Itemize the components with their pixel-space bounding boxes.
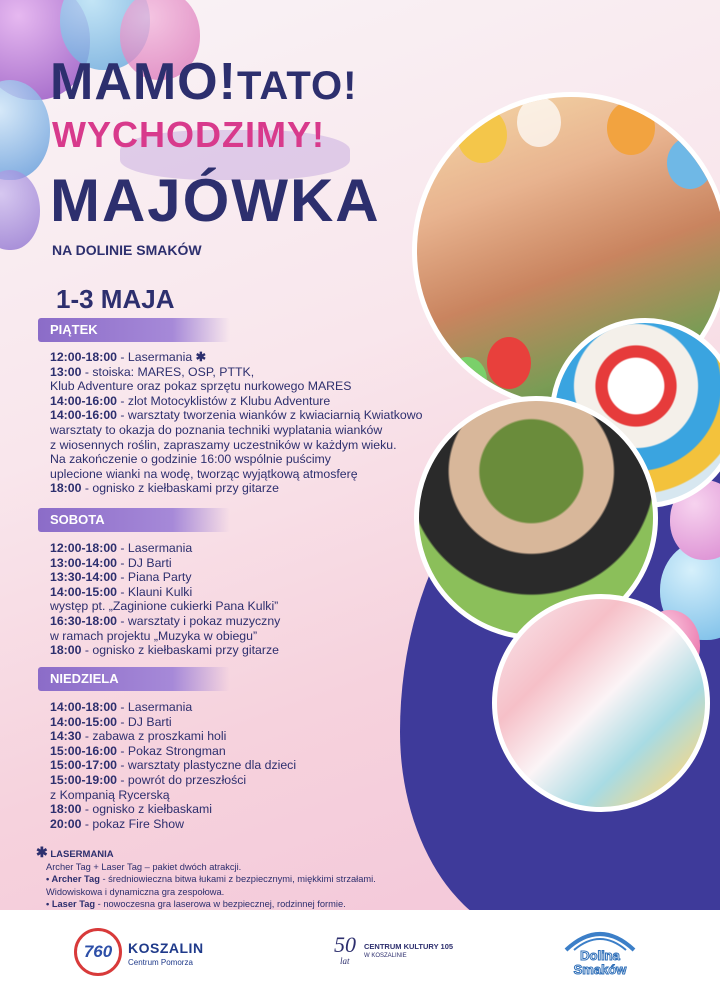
schedule-item: 15:00-16:00 - Pokaz Strongman [50,743,226,758]
balloon-decoration [447,357,487,403]
event-dates: 1-3 MAJA [56,284,175,314]
schedule-item: 18:00 - ognisko z kiełbaskami [50,802,212,817]
schedule-item: Na zakończenie o godzinie 16:00 wspólnie puścimy [50,452,331,467]
schedule-item: 14:00-18:00 - Lasermania [50,700,193,714]
koszalin-emblem-icon [74,928,122,976]
schedule-item: 14:30 - zabawa z proszkami holi [50,729,227,744]
notes-line: • Archer Tag - średniowieczna bitwa łukami z bezpiecznymi, miękkimi strzałami. [46,874,376,885]
schedule-saturday [50,541,280,658]
schedule-item: warsztaty to okazja do poznania techniki wyplatania wianków [50,422,383,437]
koszalin-number: 760 [83,942,113,961]
ck-lat: lat [340,956,350,966]
schedule-item: 18:00 - ognisko z kiełbaskami przy gitarze [50,481,279,496]
schedule-item: 15:00-17:00 - warsztaty plastyczne dla dzieci [50,758,297,773]
ck-sub: W KOSZALINIE [364,953,407,959]
schedule-item: 14:00-16:00 - zlot Motocyklistów z Klubu Adventure [50,393,331,408]
day-label-saturday: SOBOTA [38,508,230,532]
balloon-decoration [457,107,507,163]
dolina-line1: Dolina [580,948,620,963]
balloon-decoration [607,101,655,155]
asterisk-icon: ✱ [195,350,206,364]
koszalin-sub: Centrum Pomorza [128,958,193,967]
notes-title-row [36,846,376,861]
day-label-sunday: NIEDZIELA [38,667,230,691]
schedule-item: z Kompanią Rycerską [50,787,170,802]
koszalin-name: KOSZALIN [128,940,204,956]
schedule-friday [50,350,422,496]
schedule-item: 13:30-14:00 - Piana Party [50,570,192,585]
asterisk-icon: ✱ [36,844,48,860]
origami-photo [492,594,710,812]
dolina-smakow-logo [562,922,638,982]
schedule-item: 15:00-19:00 - powrót do przeszłości [50,772,247,787]
ck-name: CENTRUM KULTURY 105 [364,942,454,951]
schedule-item: 14:00-15:00 - DJ Barti [50,714,172,729]
balloon-decoration [487,337,531,389]
balloon-decoration [517,97,561,147]
headline-mamo-tato [50,53,358,112]
schedule-item: w ramach projektu „Muzyka w obiegu” [50,628,258,643]
footer [0,910,720,994]
day-label-friday: PIĄTEK [38,318,230,342]
headline-wychodzimy: WYCHODZIMY! [52,114,325,155]
schedule-item: 12:00-18:00 - Lasermania [50,541,193,555]
schedule-item: z wiosennych roślin, zapraszamy uczestników w każdym wieku. [50,437,397,452]
lasermania-notes [36,846,376,910]
balloon-decoration [0,170,40,250]
dolina-line2: Smaków [573,962,627,977]
schedule-item: Klub Adventure oraz pokaz sprzętu nurkowego MARES [50,379,352,394]
headline-mamo: MAMO! [50,53,237,111]
subheadline-location: NA DOLINIE SMAKÓW [52,242,202,258]
schedule-item: 14:00-16:00 - warsztaty tworzenia wianków z kwiaciarnią Kwiatkowo [50,408,423,423]
notes-line: • Laser Tag - nowoczesna gra laserowa w bezpiecznej, rodzinnej formie. [46,898,346,909]
schedule-item: uplecione wianki na wodę, tworząc wyjątkową atmosferę [50,466,358,481]
schedule-item: 16:30-18:00 - warsztaty i pokaz muzyczny [50,613,281,628]
schedule-item: 14:00-15:00 - Klauni Kulki [50,584,193,599]
headline-tato: TATO! [236,64,358,108]
schedule-item: 13:00 - stoiska: MARES, OSP, PTTK, [50,364,255,379]
balloon-decoration [667,137,713,189]
schedule-item: 13:00-14:00 - DJ Barti [50,555,172,570]
notes-title: LASERMANIA [50,849,114,860]
notes-line: Archer Tag + Laser Tag – pakiet dwóch atrakcji. [46,862,242,873]
schedule-sunday [50,700,296,831]
schedule-item: 12:00-18:00 - Lasermania ✱ [50,350,206,364]
schedule-item: 18:00 - ognisko z kiełbaskami przy gitarze [50,643,279,658]
headline-majowka: MAJÓWKA [50,167,381,234]
ck-number: 50 [334,932,356,957]
notes-line: Widowiskowa i dynamiczna gra zespołowa. [46,886,225,897]
schedule-item: występ pt. „Zaginione cukierki Pana Kulki” [50,599,279,614]
schedule-item: 20:00 - pokaz Fire Show [50,816,184,831]
